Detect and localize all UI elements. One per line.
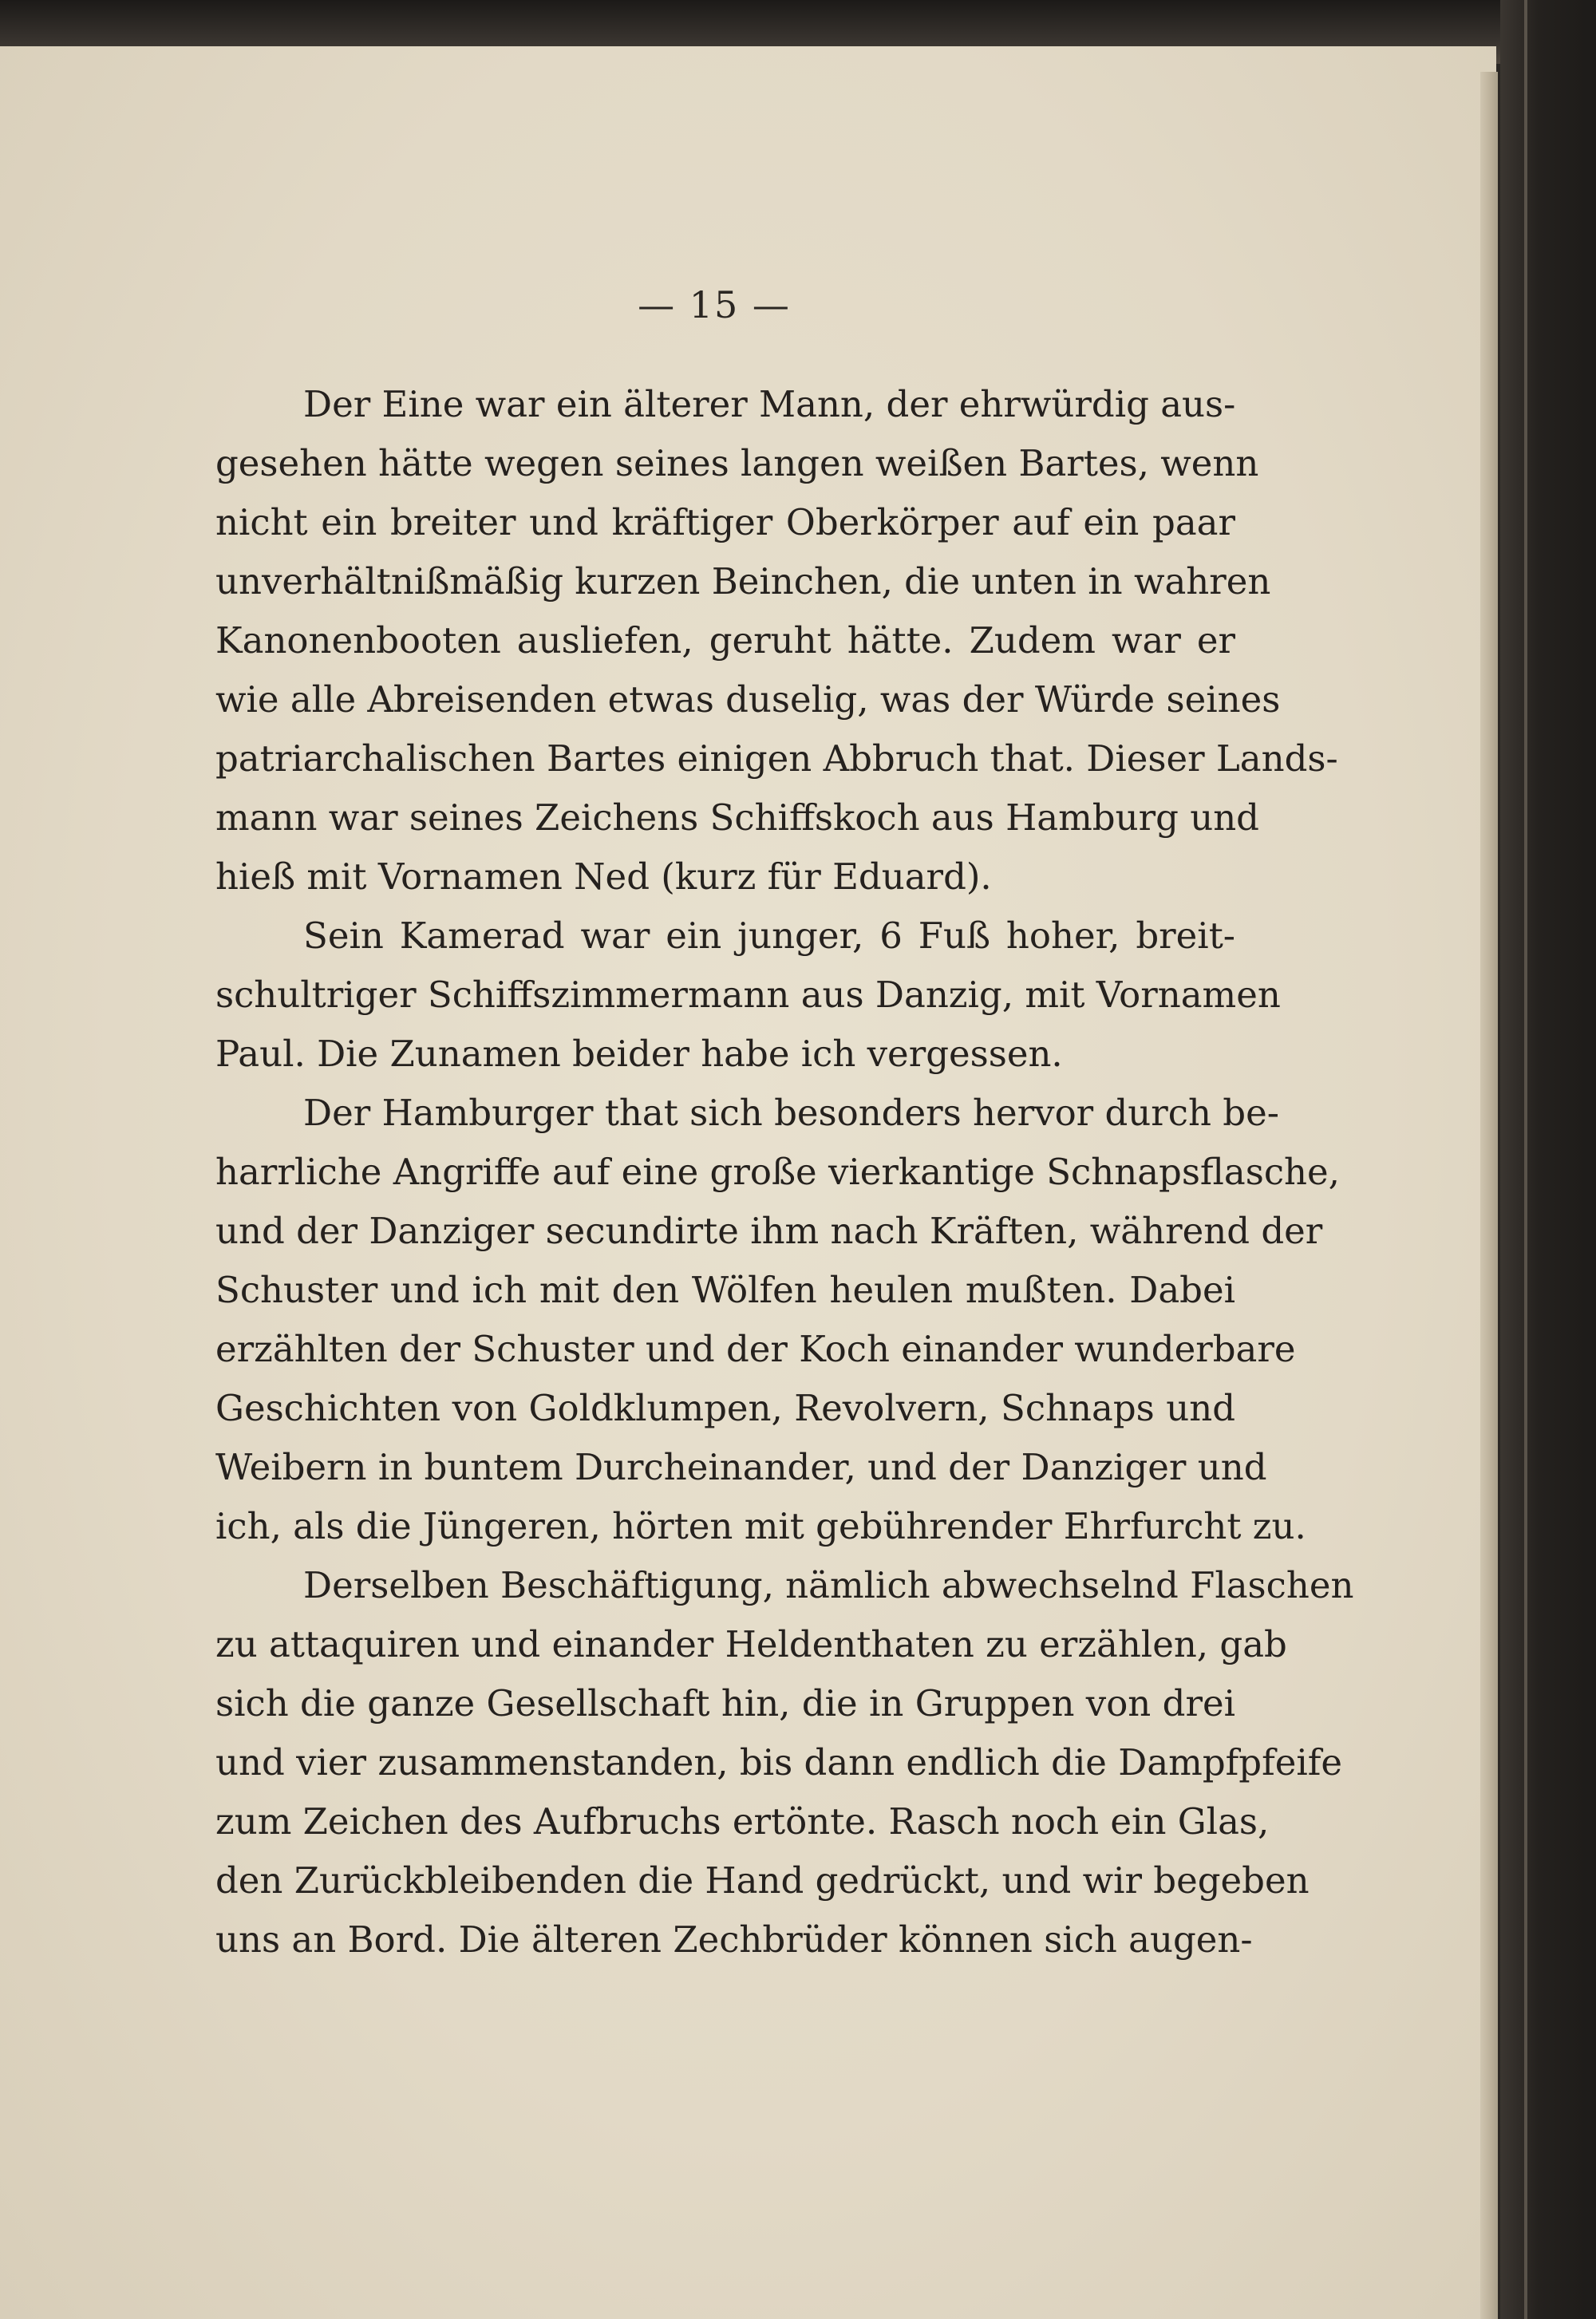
text-line: harrliche Angriffe auf eine große vierkantige Schnapsflasche, <box>215 1151 1340 1193</box>
book-cover-edge <box>1500 0 1596 2319</box>
text-line: wie alle Abreisenden etwas duselig, was der Würde seines <box>215 678 1281 721</box>
text-line: sich die ganze Gesellschaft hin, die in Gruppen von drei <box>215 1682 1235 1724</box>
text-line: uns an Bord. Die älteren Zechbrüder können sich augen- <box>215 1918 1253 1961</box>
text-line: nicht ein breiter und kräftiger Oberkörper auf ein paar <box>215 501 1235 543</box>
text-line: hieß mit Vornamen Ned (kurz für Eduard). <box>215 855 992 898</box>
text-line: mann war seines Zeichens Schiffskoch aus Hamburg und <box>215 796 1259 839</box>
text-line: Sein Kamerad war ein junger, 6 Fuß hoher, breit- <box>303 915 1235 957</box>
text-line: ich, als die Jüngeren, hörten mit gebührender Ehrfurcht zu. <box>215 1505 1306 1547</box>
text-line: zu attaquiren und einander Heldenthaten zu erzählen, gab <box>215 1623 1287 1665</box>
text-line: den Zurückbleibenden die Hand gedrückt, und wir begeben <box>215 1859 1310 1902</box>
body-text <box>215 375 1354 1969</box>
text-line: schultriger Schiffszimmermann aus Danzig, mit Vornamen <box>215 974 1281 1016</box>
text-line: Derselben Beschäftigung, nämlich abwechselnd Flaschen <box>303 1564 1354 1606</box>
text-line: Geschichten von Goldklumpen, Revolvern, Schnaps und <box>215 1387 1235 1429</box>
text-line: gesehen hätte wegen seines langen weißen Bartes, wenn <box>215 442 1259 484</box>
text-line: patriarchalischen Bartes einigen Abbruch that. Dieser Lands- <box>215 737 1338 780</box>
text-line: erzählten der Schuster und der Koch einander wunderbare <box>215 1328 1296 1370</box>
text-line: Weibern in buntem Durcheinander, und der Danziger und <box>215 1446 1267 1488</box>
text-line: zum Zeichen des Aufbruchs ertönte. Rasch noch ein Glas, <box>215 1800 1270 1843</box>
page-stack-edge <box>1480 72 1498 2319</box>
text-line: unverhältnißmäßig kurzen Beinchen, die unten in wahren <box>215 560 1271 602</box>
text-line: Schuster und ich mit den Wölfen heulen mußten. Dabei <box>215 1269 1235 1311</box>
page-number: — 15 — <box>638 283 791 326</box>
text-line: Paul. Die Zunamen beider habe ich vergessen. <box>215 1033 1063 1075</box>
text-line: Der Hamburger that sich besonders hervor durch be- <box>303 1092 1279 1134</box>
text-line: Der Eine war ein älterer Mann, der ehrwürdig aus- <box>303 383 1236 425</box>
text-line: und vier zusammenstanden, bis dann endlich die Dampfpfeife <box>215 1741 1343 1784</box>
text-line: und der Danziger secundirte ihm nach Kräften, während der <box>215 1210 1323 1252</box>
text-line: Kanonenbooten ausliefen, geruht hätte. Zudem war er <box>215 619 1235 662</box>
